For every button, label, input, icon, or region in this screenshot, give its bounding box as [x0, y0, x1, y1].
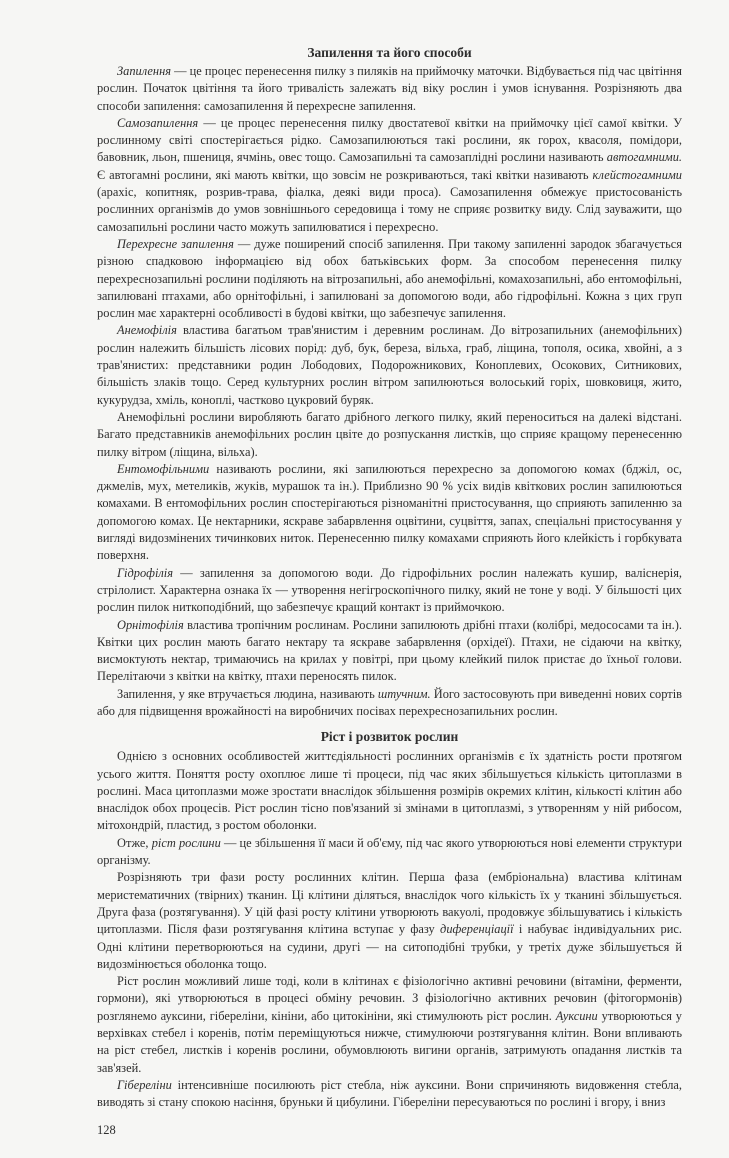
- text-run: — це збільшення її маси й об'єму, під час якого утворюються нові елементи структури організму.: [97, 835, 683, 868]
- textbook-page: [97, 0, 682, 1158]
- paragraph: [97, 63, 682, 115]
- term-italic: штучним.: [377, 686, 431, 701]
- text-run: Анемофільні рослини виробляють багато дрібного легкого пилку, який переноситься на далекі відстані. Багато представників анемофільних рослин цвіте до розпускання листків, що сприяє кращому перенесенню пилку вітром (ліщина, вільха).: [97, 409, 682, 459]
- text-run: Розрізняють три фази росту рослинних клітин. Перша фаза (ембріональна) властива клітинам меристематичних (твірних) тканин. Ці клітини діляться, внаслідок чого кількість їх у тканині збільшується. Друга фаза (розтягування). У цій фазі росту клітини утворюють вакуолі, продовжує збільшуватись і кількість цитоплазми. Після фази розтягування клітина вступає у фазу: [97, 870, 682, 937]
- paragraph: [97, 409, 682, 461]
- paragraph: [97, 748, 682, 834]
- paragraph: [97, 565, 682, 617]
- section-pollination-body: [97, 63, 682, 720]
- term-italic: клейстогамними: [592, 167, 682, 182]
- section-title-pollination: Запилення та його способи: [307, 45, 472, 60]
- paragraph: [97, 322, 682, 408]
- term-italic: Перехресне запилення: [117, 236, 234, 251]
- term-italic: Гідрофілія: [117, 565, 173, 580]
- term-italic: Ентомофільними: [117, 461, 210, 476]
- text-run: — дуже поширений спосіб запилення. При такому запиленні зародок збагачується різною спадковою інформацією від обох батьківських форм. За способом перенесення пилку перехреснозапильні рослини поділяють на вітрозапильні, або анемофільні, комахозапильні, або ентомофільні, запилювані птахами, або орнітофільні, і запилювані за допомогою води, або гідрофільні. Кожна з цих груп рослин має характерні особливості в будові квітки, що забезпечує запилення.: [97, 236, 682, 321]
- term-italic: автогамними.: [606, 150, 682, 165]
- text-run: — це процес перенесення пилку з пиляків на приймочку маточки. Відбувається під час цвітіння рослин. Початок цвітіння та його тривалість залежать від віку рослин і умов існування. Розрізняють два способи запилення: самозапилення й перехресне запилення.: [97, 64, 682, 113]
- text-run: Його застосовують при виведенні нових сортів або для підвищення врожайності на виробничих посівах перехреснозапильних рослин.: [97, 686, 682, 718]
- text-run: Отже,: [117, 835, 152, 850]
- text-run: властива тропічним рослинам. Рослини запилюють дрібні птахи (колібрі, медососами та ін.). Квітки цих рослин мають багато нектару та яскраве забарвлення (орхідеї). Птахи, не сідаючи на квітку, висмоктують нектар, тримаючись на крилах у повітрі, при цьому клейкий пилок пристає до їхньої голови. Перелітаючи з квітки на квітку, птахи переносять пилок.: [97, 617, 682, 684]
- paragraph: [97, 835, 682, 870]
- text-run: — це процес перенесення пилку двостатевої квітки на приймочку цієї самої квітки. У рослинному світі спостерігається рідко. Самозапилюються такі рослини, як горох, квасоля, помідори, бавовник, льон, пшениця, ячмінь, овес тощо. Самозапильні та самозапліднi рослини називають: [97, 115, 682, 165]
- text-run: Ріст рослин можливий лише тоді, коли в клітинах є фізіологічно активні речовини (вітаміни, ферменти, гормони), які утворюються в процесі обміну речовин. З фізіологічно активних речовин (фітогормонів) розглянемо ауксини, гібереліни, кініни, або цитокініни, які стимулюють ріст рослин.: [97, 974, 682, 1023]
- paragraph: [97, 973, 682, 1077]
- text-run: властива багатьом трав'янистим і деревним рослинам. До вітрозапильних (анемофільних) рослин належить більшість лісових порід: дуб, бук, береза, вільха, граб, ліщина, тополя, осика, хвойні, а з трав'янистих: представники родин Лободових, Подорожникових, Коноплевих, Осокових, Ситникових, більшість злаків тощо. Серед культурних рослин вітром запилюються волоський горіх, шовковиця, жито, кукурудза, хміль, коноплі, частково цукровий буряк.: [97, 323, 682, 407]
- text-run: утворюються у верхівках стебел і коренів, потім переміщуються нижче, стимулюючи розтягування клітин. Вони впливають на ріст стебел, листків і коренів рослини, обумовлюють вигини органів, затримують опадання листків та зав'язей.: [97, 1008, 682, 1075]
- term-italic: Орнітофілія: [117, 617, 184, 632]
- term-italic: Самозапилення: [117, 115, 199, 130]
- paragraph: [97, 115, 682, 236]
- text-run: інтенсивніше посилюють ріст стебла, ніж ауксини. Вони спричиняють видовження стебла, виводять зі стану спокою насіння, бруньки й цибулини. Гібереліни пересуваються по рослині і вгору, і вниз: [97, 1077, 682, 1110]
- text-run: Запилення, у яке втручається людина, називають: [117, 686, 378, 701]
- term-italic: Гібереліни: [117, 1077, 172, 1092]
- text-run: Однією з основних особливостей життєдіяльності рослинних організмів є їх здатність рости протягом усього життя. Поняття росту охоплює лише ті процеси, під час яких збільшується кількість цитоплазми в рослині. Маса цитоплазми може зростати внаслідок збільшення розмірів окремих клітин, кількості клітин або внаслідок обох процесів. Ріст рослин тісно пов'язаний зі змінами в цитоплазмі, з утворенням у ній рибосом, мітохондрій, пластид, з ростом оболонки.: [97, 749, 682, 833]
- term-italic: Анемофілія: [117, 323, 177, 338]
- section-title-plant-growth: Ріст і розвиток рослин: [320, 729, 459, 745]
- section-plant-growth-body: [97, 748, 682, 1111]
- paragraph: [97, 1077, 682, 1112]
- text-run: називають рослини, які запилюються перехресно за допомогою комах (бджіл, ос, джмелів, мух, метеликів, жуків, мурашок та ін.). Приблизно 90 % усіх видів квіткових рослин запилюються комахами. В ентомофільних рослин спостерігаються різноманітні пристосування, що сприяють запиленню за допомогою комах. Це нектарники, яскраве забарвлення оцвітини, суцвіття, запах, спеціальні пристосування у вигляді видозмінених тичинкових ниток. Перенесенню пилку комахами сприяють його клейкість і горбкувата поверхня.: [97, 461, 682, 563]
- paragraph: [97, 686, 682, 721]
- text-run: (арахіс, копитняк, розрив-трава, фіалка, деякі види проса). Самозапилення обмежує пристосованість рослинних організмів до умов зовнішнього середовища і тому не сприяє розвитку виду. Слід зауважити, що самозапильні рослини часто можуть запилюватися і перехресно.: [97, 185, 682, 234]
- paragraph: [97, 617, 682, 686]
- text-run: Є автогамні рослини, які мають квітки, що зовсім не розкриваються, такі квітки називають: [97, 167, 593, 182]
- term-italic: диференціації: [440, 922, 514, 937]
- term-italic: ріст рослини: [151, 835, 221, 850]
- paragraph: [97, 869, 682, 973]
- text-run: і набуває індивідуальних рис. Одні клітини перетворюються на судини, другі — на ситоподібні трубки, у третіх дуже збільшується й видозмінюється оболонка тощо.: [97, 922, 682, 971]
- term-italic: Ауксини: [555, 1008, 598, 1023]
- paragraph: [97, 461, 682, 565]
- paragraph: [97, 236, 682, 322]
- text-run: — запилення за допомогою води. До гідрофільних рослин належать кушир, валіснерія, стрілолист. Характерна ознака їх — утворення негігроскопічного пилку, який не тоне у воді. У більшості цих рослин пилок ниткоподібний, що забезпечує кращий контакт із приймочкою.: [97, 565, 682, 615]
- term-italic: Запилення: [117, 64, 171, 78]
- page-number: 128: [97, 1122, 116, 1137]
